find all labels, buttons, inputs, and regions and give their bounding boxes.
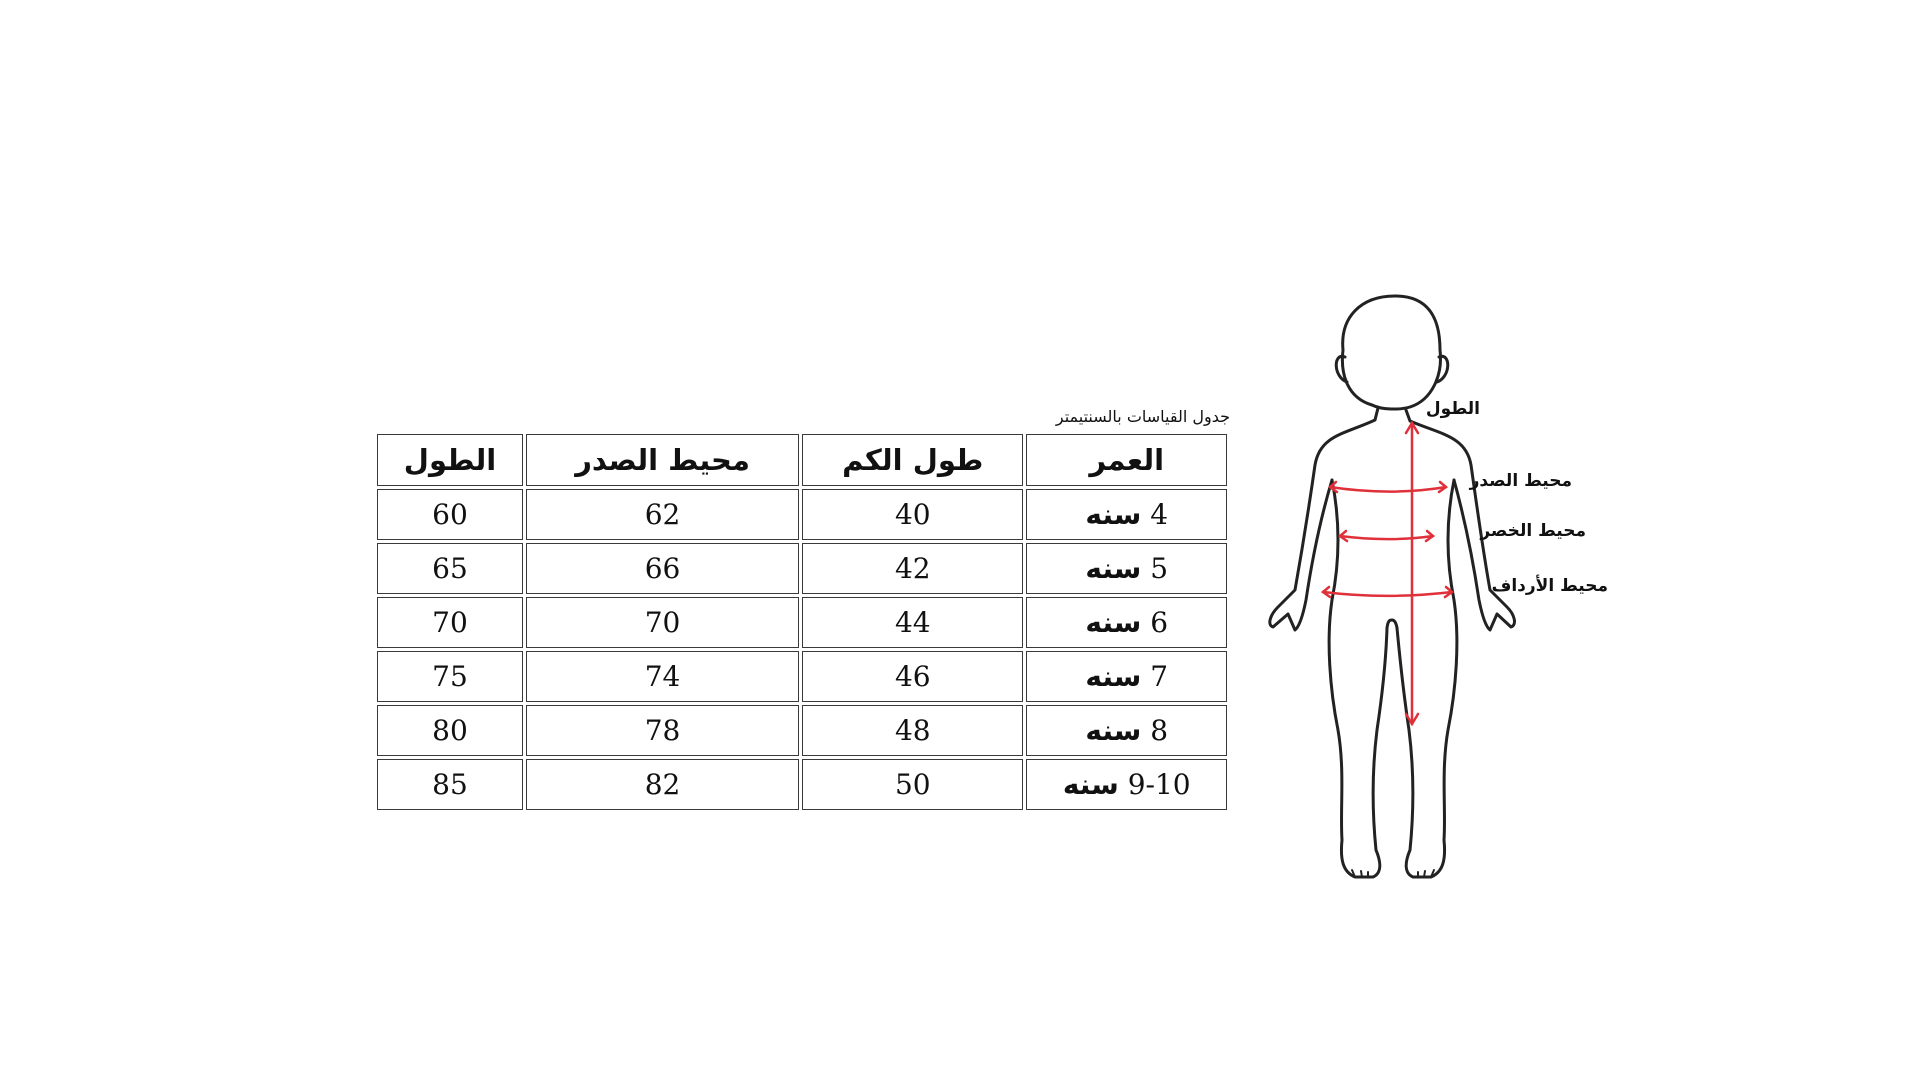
table-row — [377, 489, 1227, 540]
table-caption: جدول القياسات بالسنتيمتر — [1055, 407, 1230, 426]
age-value: 5 — [1150, 552, 1169, 585]
age-unit: سنه — [1085, 552, 1142, 585]
header-age: العمر — [1026, 434, 1227, 486]
cell-age — [1026, 489, 1227, 540]
cell-sleeve: 48 — [802, 705, 1023, 756]
cell-chest: 70 — [526, 597, 799, 648]
age-value: 7 — [1150, 660, 1169, 693]
cell-age — [1026, 705, 1227, 756]
age-unit: سنه — [1062, 768, 1119, 801]
chest-measure-line — [1330, 487, 1446, 492]
waist-measure-line — [1340, 536, 1433, 539]
age-value: 9-10 — [1127, 768, 1191, 801]
head-outline — [1342, 296, 1440, 409]
cell-sleeve: 40 — [802, 489, 1023, 540]
label-hips: محيط الأرداف — [1491, 576, 1608, 596]
cell-chest: 82 — [526, 759, 799, 810]
cell-chest: 62 — [526, 489, 799, 540]
cell-age — [1026, 759, 1227, 810]
table-row — [377, 543, 1227, 594]
table-row — [377, 597, 1227, 648]
age-value: 8 — [1150, 714, 1169, 747]
label-length: الطول — [1425, 399, 1480, 419]
cell-chest: 78 — [526, 705, 799, 756]
label-chest: محيط الصدر — [1469, 471, 1572, 491]
age-unit: سنه — [1085, 660, 1142, 693]
left-side-outline — [1270, 408, 1378, 630]
cell-sleeve: 44 — [802, 597, 1023, 648]
cell-sleeve: 46 — [802, 651, 1023, 702]
table-row — [377, 759, 1227, 810]
cell-length: 60 — [377, 489, 523, 540]
cell-length: 85 — [377, 759, 523, 810]
age-value: 6 — [1150, 606, 1169, 639]
age-unit: سنه — [1085, 498, 1142, 531]
age-value: 4 — [1150, 498, 1169, 531]
size-chart-table — [374, 431, 1230, 813]
crotch-outline — [1387, 620, 1397, 628]
cell-length: 80 — [377, 705, 523, 756]
header-chest: محيط الصدر — [526, 434, 799, 486]
header-sleeve-length: طول الكم — [802, 434, 1023, 486]
table-row — [377, 651, 1227, 702]
age-unit: سنه — [1085, 714, 1142, 747]
cell-length: 65 — [377, 543, 523, 594]
hips-measure-line — [1323, 592, 1452, 596]
age-unit: سنه — [1085, 606, 1142, 639]
cell-sleeve: 42 — [802, 543, 1023, 594]
cell-sleeve: 50 — [802, 759, 1023, 810]
cell-age — [1026, 597, 1227, 648]
header-length: الطول — [377, 434, 523, 486]
cell-chest: 66 — [526, 543, 799, 594]
cell-age — [1026, 651, 1227, 702]
table-row — [377, 705, 1227, 756]
label-waist: محيط الخصر — [1480, 521, 1586, 541]
table-header-row — [377, 434, 1227, 486]
cell-length: 70 — [377, 597, 523, 648]
cell-length: 75 — [377, 651, 523, 702]
cell-chest: 74 — [526, 651, 799, 702]
right-side-outline — [1406, 410, 1514, 630]
cell-age — [1026, 543, 1227, 594]
